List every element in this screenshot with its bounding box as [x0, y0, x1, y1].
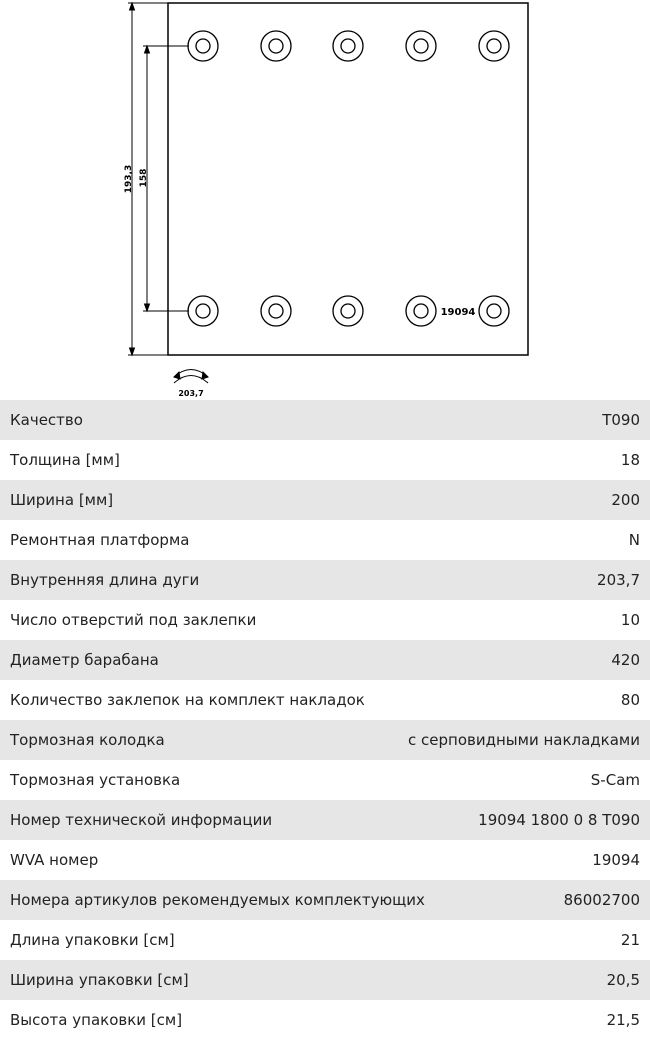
rivet-hole [479, 31, 509, 61]
lining-outline [168, 3, 528, 355]
spec-label: Диаметр барабана [10, 651, 159, 669]
brake-lining-drawing [0, 0, 650, 400]
rivet-hole [479, 296, 509, 326]
spec-row [0, 680, 650, 720]
rivet-hole [188, 296, 218, 326]
dimension-total-label: 193,3 [124, 164, 134, 194]
dimension-hole-spacing [143, 46, 189, 311]
spec-row [0, 520, 650, 560]
spec-row [0, 760, 650, 800]
spec-row [0, 560, 650, 600]
rivet-hole [406, 31, 436, 61]
spec-label: Ширина [мм] [10, 491, 114, 509]
spec-label: Номера артикулов рекомендуемых комплектующих [10, 891, 425, 909]
spec-row [0, 800, 650, 840]
spec-row [0, 880, 650, 920]
spec-value: 21,5 [606, 1011, 640, 1029]
rivet-holes-top [188, 31, 509, 61]
spec-label: Внутренняя длина дуги [10, 571, 200, 589]
spec-value: 86002700 [563, 891, 640, 909]
spec-row [0, 1000, 650, 1040]
rivet-hole [261, 31, 291, 61]
spec-table [0, 400, 650, 1040]
technical-drawing [0, 0, 650, 400]
spec-value: 19094 [592, 851, 640, 869]
spec-label: Высота упаковки [см] [10, 1011, 183, 1029]
spec-value: с серповидными накладками [408, 731, 640, 749]
spec-label: Тормозная колодка [10, 731, 165, 749]
spec-row [0, 920, 650, 960]
part-number-label: 19094 [440, 307, 476, 318]
spec-value: N [628, 531, 640, 549]
rivet-hole [333, 31, 363, 61]
spec-label: Толщина [мм] [10, 451, 120, 469]
spec-value: 203,7 [597, 571, 640, 589]
spec-value: 10 [620, 611, 640, 629]
spec-label: Качество [10, 411, 83, 429]
spec-row [0, 440, 650, 480]
spec-row [0, 720, 650, 760]
spec-label: Количество заклепок на комплект накладок [10, 691, 365, 709]
spec-label: WVA номер [10, 851, 99, 869]
rivet-hole [406, 296, 436, 326]
spec-value: S-Cam [590, 771, 640, 789]
spec-value: 21 [620, 931, 640, 949]
spec-label: Ремонтная платформа [10, 531, 190, 549]
spec-row [0, 840, 650, 880]
arc-length-label: 203,7 [178, 389, 204, 398]
spec-value: 80 [620, 691, 640, 709]
spec-label: Число отверстий под заклепки [10, 611, 257, 629]
spec-value: 420 [611, 651, 640, 669]
spec-row [0, 480, 650, 520]
spec-label: Ширина упаковки [см] [10, 971, 189, 989]
rivet-hole [188, 31, 218, 61]
rivet-hole [333, 296, 363, 326]
spec-row [0, 600, 650, 640]
dimension-holes-label: 158 [139, 168, 149, 188]
spec-value: 20,5 [606, 971, 640, 989]
spec-label: Длина упаковки [см] [10, 931, 175, 949]
spec-label: Тормозная установка [10, 771, 181, 789]
spec-row [0, 640, 650, 680]
spec-value: T090 [602, 411, 640, 429]
spec-value: 200 [611, 491, 640, 509]
arc-length-icon [174, 370, 208, 384]
spec-value: 18 [620, 451, 640, 469]
spec-row [0, 400, 650, 440]
rivet-hole [261, 296, 291, 326]
spec-row [0, 960, 650, 1000]
spec-label: Номер технической информации [10, 811, 273, 829]
spec-value: 19094 1800 0 8 T090 [478, 811, 640, 829]
